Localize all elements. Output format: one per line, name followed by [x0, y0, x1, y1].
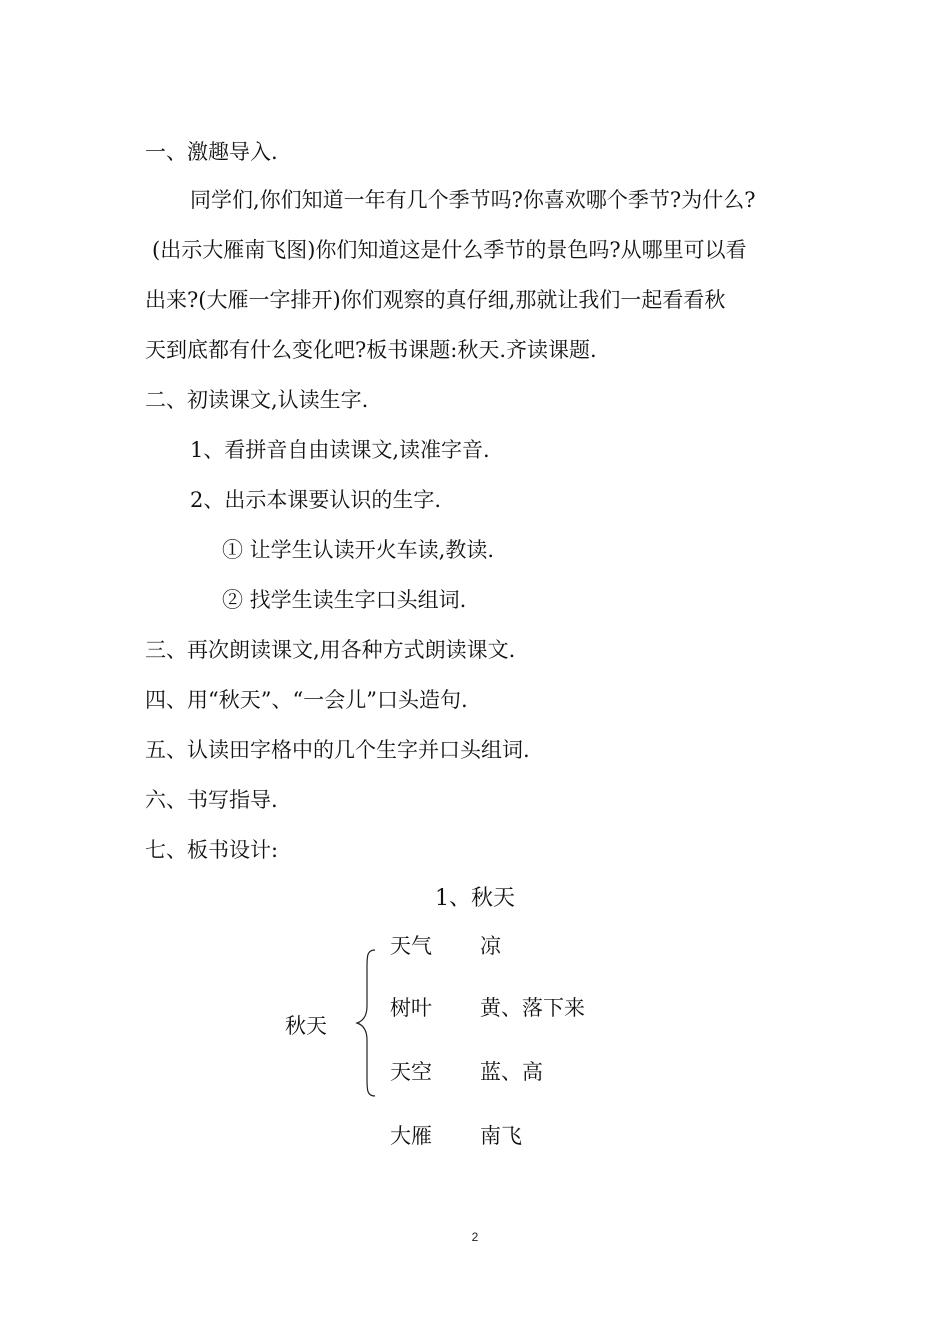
- board-desc-1: 凉: [480, 934, 501, 958]
- section1-para-line-4: 天到底都有什么变化吧?板书课题:秋天.齐读课题.: [145, 338, 597, 362]
- section6-heading: 六、书写指导.: [145, 788, 278, 812]
- board-term-1: 天气: [390, 934, 432, 958]
- section1-para-line-2: (出示大雁南飞图)你们知道这是什么季节的景色吗?从哪里可以看: [152, 238, 747, 262]
- board-term-3: 天空: [390, 1060, 432, 1084]
- section5-heading: 五、认读田字格中的几个生字并口头组词.: [145, 738, 530, 762]
- section4-heading: 四、用“秋天”、“一会儿”口头造句.: [145, 688, 468, 712]
- board-desc-4: 南飞: [480, 1124, 522, 1148]
- section3-heading: 三、再次朗读课文,用各种方式朗读课文.: [145, 638, 516, 662]
- brace-icon: [355, 946, 385, 1101]
- section1-para-line-3: 出来?(大雁一字排开)你们观察的真仔细,那就让我们一起看看秋: [145, 288, 726, 312]
- section2-subitem-2: ② 找学生读生字口头组词.: [222, 588, 467, 612]
- section2-item-1: 1、看拼音自由读课文,读准字音.: [190, 438, 490, 462]
- board-term-4: 大雁: [390, 1124, 432, 1148]
- section1-heading: 一、激趣导入.: [145, 140, 278, 164]
- section2-item-2: 2、出示本课要认识的生字.: [190, 488, 442, 512]
- board-term-2: 树叶: [390, 996, 432, 1020]
- section2-heading: 二、初读课文,认读生字.: [145, 388, 369, 412]
- board-title: 1、秋天: [435, 886, 515, 911]
- page-number: 2: [471, 1230, 479, 1244]
- section1-para-line-1: 同学们,你们知道一年有几个季节吗?你喜欢哪个季节?为什么?: [190, 188, 756, 212]
- section2-subitem-1: ① 让学生认读开火车读,教读.: [222, 538, 495, 562]
- section7-heading: 七、板书设计:: [145, 838, 279, 862]
- board-desc-2: 黄、落下来: [480, 996, 585, 1020]
- board-desc-3: 蓝、高: [480, 1060, 543, 1084]
- board-root: 秋天: [285, 1014, 327, 1038]
- board-design: [0, 930, 950, 1170]
